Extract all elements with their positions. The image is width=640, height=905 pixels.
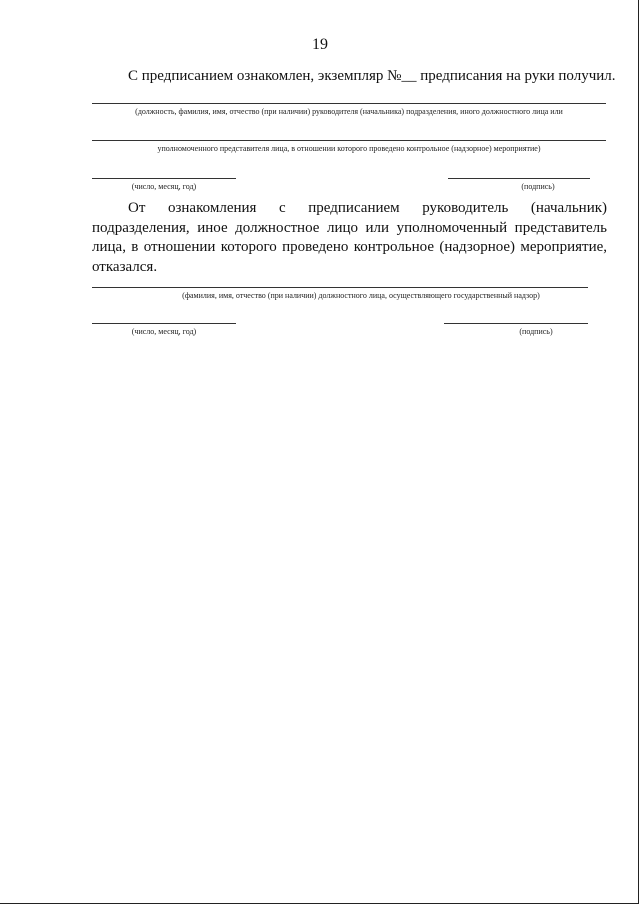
position-name-caption-1: (должность, фамилия, имя, отчество (при наличии) руководителя (начальника) подразделения, иного должностного лица или xyxy=(135,107,563,116)
refusal-line-4: отказался. xyxy=(92,258,158,275)
date-caption-1: (число, месяц, год) xyxy=(131,182,197,191)
refusal-paragraph xyxy=(92,199,607,277)
signature-caption-1: (подпись) xyxy=(521,182,555,191)
date-underline-1 xyxy=(92,178,236,179)
signature-underline-1 xyxy=(448,178,590,179)
acknowledgement-text: С предписанием ознакомлен, экземпляр №__ предписания на руки получил. xyxy=(128,68,616,84)
date-underline-2 xyxy=(92,323,236,324)
date-caption-2: (число, месяц, год) xyxy=(131,327,197,336)
position-name-underline-2 xyxy=(92,140,606,141)
official-name-underline xyxy=(92,287,588,288)
official-name-caption: (фамилия, имя, отчество (при наличии) должностного лица, осуществляющего государственный надзор) xyxy=(182,291,540,300)
refusal-line-1: От ознакомления с предписанием руководитель (начальник) xyxy=(128,200,607,216)
signature-underline-2 xyxy=(444,323,588,324)
signature-caption-2: (подпись) xyxy=(519,327,553,336)
page-number: 19 xyxy=(312,36,328,53)
position-name-underline-1 xyxy=(92,103,606,104)
refusal-line-3: лица, в отношении которого проведено контрольное (надзорное) мероприятие, xyxy=(92,239,607,255)
position-name-caption-2: уполномоченного представителя лица, в отношении которого проведено контрольное (надзорное) мероприятие) xyxy=(157,144,541,153)
refusal-line-2: подразделения, иное должностное лицо или уполномоченный представитель xyxy=(92,219,607,236)
